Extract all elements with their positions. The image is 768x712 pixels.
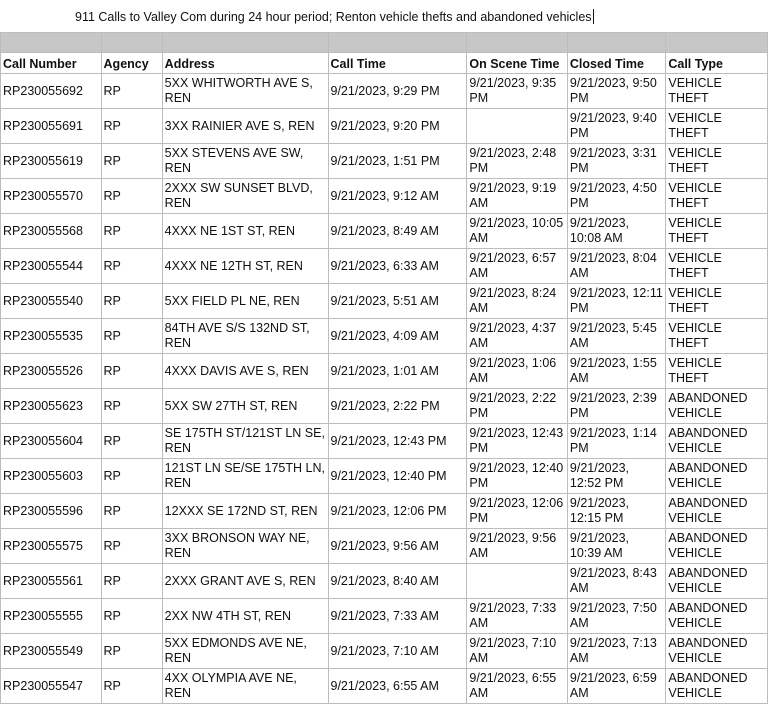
- cell-address[interactable]: 121ST LN SE/SE 175TH LN, REN: [162, 459, 328, 494]
- cell-agency[interactable]: RP: [101, 109, 162, 144]
- cell-address[interactable]: 4XXX DAVIS AVE S, REN: [162, 354, 328, 389]
- blank-header-row: [1, 33, 768, 53]
- cell-call-time[interactable]: 9/21/2023, 5:51 AM: [328, 284, 467, 319]
- table-cell[interactable]: [328, 33, 467, 53]
- table-row: [1, 74, 768, 109]
- cell-call-type[interactable]: ABANDONED VEHICLE: [666, 669, 768, 704]
- table-row: [1, 564, 768, 599]
- cell-closed-time[interactable]: 9/21/2023, 10:39 AM: [567, 529, 665, 564]
- cell-call-type[interactable]: ABANDONED VEHICLE: [666, 564, 768, 599]
- cell-call-type[interactable]: ABANDONED VEHICLE: [666, 599, 768, 634]
- cell-call-type[interactable]: ABANDONED VEHICLE: [666, 389, 768, 424]
- cell-call-number[interactable]: RP230055549: [1, 634, 102, 669]
- cell-on-scene-time[interactable]: 9/21/2023, 8:24 AM: [467, 284, 568, 319]
- cell-address[interactable]: 5XX FIELD PL NE, REN: [162, 284, 328, 319]
- cell-address[interactable]: 5XX EDMONDS AVE NE, REN: [162, 634, 328, 669]
- cell-agency[interactable]: RP: [101, 389, 162, 424]
- cell-address[interactable]: 4XXX NE 12TH ST, REN: [162, 249, 328, 284]
- cell-closed-time[interactable]: 9/21/2023, 5:45 AM: [567, 319, 665, 354]
- column-header-call-number[interactable]: Call Number: [1, 53, 102, 74]
- cell-call-number[interactable]: RP230055570: [1, 179, 102, 214]
- cell-call-number[interactable]: RP230055544: [1, 249, 102, 284]
- table-cell[interactable]: [467, 33, 568, 53]
- table-row: [1, 424, 768, 459]
- table-row: [1, 319, 768, 354]
- cell-address[interactable]: SE 175TH ST/121ST LN SE, REN: [162, 424, 328, 459]
- cell-call-time[interactable]: 9/21/2023, 12:06 PM: [328, 494, 467, 529]
- cell-closed-time[interactable]: 9/21/2023, 2:39 PM: [567, 389, 665, 424]
- table-row: [1, 109, 768, 144]
- cell-on-scene-time[interactable]: 9/21/2023, 2:22 PM: [467, 389, 568, 424]
- header-row: [1, 53, 768, 74]
- document-title[interactable]: 911 Calls to Valley Com during 24 hour period; Renton vehicle thefts and abandoned vehicles: [75, 10, 592, 24]
- table-row: [1, 179, 768, 214]
- cell-agency[interactable]: RP: [101, 179, 162, 214]
- cell-call-time[interactable]: 9/21/2023, 9:20 PM: [328, 109, 467, 144]
- calls-table: [0, 32, 768, 704]
- cell-on-scene-time[interactable]: 9/21/2023, 9:35 PM: [467, 74, 568, 109]
- cell-on-scene-time[interactable]: 9/21/2023, 6:55 AM: [467, 669, 568, 704]
- cell-call-number[interactable]: RP230055603: [1, 459, 102, 494]
- cell-closed-time[interactable]: 9/21/2023, 12:52 PM: [567, 459, 665, 494]
- table-row: [1, 599, 768, 634]
- cell-agency[interactable]: RP: [101, 459, 162, 494]
- cell-closed-time[interactable]: 9/21/2023, 7:13 AM: [567, 634, 665, 669]
- cell-agency[interactable]: RP: [101, 669, 162, 704]
- table-row: [1, 214, 768, 249]
- cell-address[interactable]: 3XX RAINIER AVE S, REN: [162, 109, 328, 144]
- cell-closed-time[interactable]: 9/21/2023, 9:40 PM: [567, 109, 665, 144]
- cell-call-type[interactable]: VEHICLE THEFT: [666, 74, 768, 109]
- cell-on-scene-time[interactable]: 9/21/2023, 9:56 AM: [467, 529, 568, 564]
- table-row: [1, 669, 768, 704]
- cell-call-type[interactable]: VEHICLE THEFT: [666, 319, 768, 354]
- title-bar: [0, 0, 768, 32]
- cell-closed-time[interactable]: 9/21/2023, 6:59 AM: [567, 669, 665, 704]
- cell-closed-time[interactable]: 9/21/2023, 3:31 PM: [567, 144, 665, 179]
- cell-agency[interactable]: RP: [101, 424, 162, 459]
- cell-call-time[interactable]: 9/21/2023, 7:10 AM: [328, 634, 467, 669]
- cell-on-scene-time[interactable]: 9/21/2023, 12:40 PM: [467, 459, 568, 494]
- column-header-call-time[interactable]: Call Time: [328, 53, 467, 74]
- cell-on-scene-time[interactable]: 9/21/2023, 12:43 PM: [467, 424, 568, 459]
- cell-closed-time[interactable]: 9/21/2023, 7:50 AM: [567, 599, 665, 634]
- column-header-on-scene-time[interactable]: On Scene Time: [467, 53, 568, 74]
- cell-address[interactable]: 84TH AVE S/S 132ND ST, REN: [162, 319, 328, 354]
- cell-call-number[interactable]: RP230055623: [1, 389, 102, 424]
- cell-address[interactable]: 12XXX SE 172ND ST, REN: [162, 494, 328, 529]
- cell-agency[interactable]: RP: [101, 494, 162, 529]
- cell-on-scene-time[interactable]: 9/21/2023, 2:48 PM: [467, 144, 568, 179]
- cell-call-time[interactable]: 9/21/2023, 9:56 AM: [328, 529, 467, 564]
- cell-call-number[interactable]: RP230055555: [1, 599, 102, 634]
- cell-call-number[interactable]: RP230055547: [1, 669, 102, 704]
- cell-address[interactable]: 5XX SW 27TH ST, REN: [162, 389, 328, 424]
- cell-call-time[interactable]: 9/21/2023, 7:33 AM: [328, 599, 467, 634]
- cell-call-number[interactable]: RP230055692: [1, 74, 102, 109]
- cell-address[interactable]: 4XXX NE 1ST ST, REN: [162, 214, 328, 249]
- cell-on-scene-time[interactable]: 9/21/2023, 7:33 AM: [467, 599, 568, 634]
- cell-agency[interactable]: RP: [101, 144, 162, 179]
- cell-call-type[interactable]: VEHICLE THEFT: [666, 354, 768, 389]
- cell-closed-time[interactable]: 9/21/2023, 10:08 AM: [567, 214, 665, 249]
- text-cursor: [593, 9, 594, 24]
- cell-call-type[interactable]: VEHICLE THEFT: [666, 214, 768, 249]
- cell-agency[interactable]: RP: [101, 354, 162, 389]
- column-header-call-type[interactable]: Call Type: [666, 53, 768, 74]
- table-row: [1, 459, 768, 494]
- cell-call-time[interactable]: 9/21/2023, 1:01 AM: [328, 354, 467, 389]
- cell-call-number[interactable]: RP230055619: [1, 144, 102, 179]
- cell-call-number[interactable]: RP230055596: [1, 494, 102, 529]
- cell-call-time[interactable]: 9/21/2023, 6:55 AM: [328, 669, 467, 704]
- cell-call-number[interactable]: RP230055540: [1, 284, 102, 319]
- cell-on-scene-time[interactable]: 9/21/2023, 9:19 AM: [467, 179, 568, 214]
- cell-on-scene-time[interactable]: 9/21/2023, 10:05 AM: [467, 214, 568, 249]
- cell-call-type[interactable]: ABANDONED VEHICLE: [666, 424, 768, 459]
- cell-closed-time[interactable]: 9/21/2023, 1:14 PM: [567, 424, 665, 459]
- cell-call-type[interactable]: VEHICLE THEFT: [666, 179, 768, 214]
- cell-address[interactable]: 2XXX GRANT AVE S, REN: [162, 564, 328, 599]
- cell-address[interactable]: 2XXX SW SUNSET BLVD, REN: [162, 179, 328, 214]
- cell-closed-time[interactable]: 9/21/2023, 1:55 AM: [567, 354, 665, 389]
- cell-address[interactable]: 5XX WHITWORTH AVE S, REN: [162, 74, 328, 109]
- cell-call-type[interactable]: VEHICLE THEFT: [666, 249, 768, 284]
- cell-call-time[interactable]: 9/21/2023, 1:51 PM: [328, 144, 467, 179]
- cell-call-type[interactable]: VEHICLE THEFT: [666, 109, 768, 144]
- column-header-address[interactable]: Address: [162, 53, 328, 74]
- cell-agency[interactable]: RP: [101, 634, 162, 669]
- cell-call-time[interactable]: 9/21/2023, 12:40 PM: [328, 459, 467, 494]
- cell-call-time[interactable]: 9/21/2023, 2:22 PM: [328, 389, 467, 424]
- cell-call-type[interactable]: ABANDONED VEHICLE: [666, 529, 768, 564]
- cell-call-time[interactable]: 9/21/2023, 4:09 AM: [328, 319, 467, 354]
- cell-call-number[interactable]: RP230055535: [1, 319, 102, 354]
- cell-call-time[interactable]: 9/21/2023, 9:29 PM: [328, 74, 467, 109]
- table-cell[interactable]: [567, 33, 665, 53]
- table-row: [1, 494, 768, 529]
- cell-closed-time[interactable]: 9/21/2023, 8:04 AM: [567, 249, 665, 284]
- cell-on-scene-time[interactable]: 9/21/2023, 7:10 AM: [467, 634, 568, 669]
- cell-closed-time[interactable]: 9/21/2023, 4:50 PM: [567, 179, 665, 214]
- cell-address[interactable]: 4XX OLYMPIA AVE NE, REN: [162, 669, 328, 704]
- cell-agency[interactable]: RP: [101, 599, 162, 634]
- cell-on-scene-time[interactable]: [467, 564, 568, 599]
- table-cell[interactable]: [666, 33, 768, 53]
- cell-call-time[interactable]: 9/21/2023, 8:49 AM: [328, 214, 467, 249]
- cell-call-number[interactable]: RP230055526: [1, 354, 102, 389]
- cell-agency[interactable]: RP: [101, 74, 162, 109]
- cell-on-scene-time[interactable]: 9/21/2023, 12:06 PM: [467, 494, 568, 529]
- cell-address[interactable]: 5XX STEVENS AVE SW, REN: [162, 144, 328, 179]
- cell-call-number[interactable]: RP230055691: [1, 109, 102, 144]
- cell-call-number[interactable]: RP230055575: [1, 529, 102, 564]
- cell-agency[interactable]: RP: [101, 529, 162, 564]
- cell-call-number[interactable]: RP230055561: [1, 564, 102, 599]
- column-header-closed-time[interactable]: Closed Time: [567, 53, 665, 74]
- cell-agency[interactable]: RP: [101, 214, 162, 249]
- table-row: [1, 144, 768, 179]
- cell-agency[interactable]: RP: [101, 249, 162, 284]
- cell-agency[interactable]: RP: [101, 319, 162, 354]
- table-row: [1, 634, 768, 669]
- cell-call-type[interactable]: ABANDONED VEHICLE: [666, 634, 768, 669]
- cell-closed-time[interactable]: 9/21/2023, 9:50 PM: [567, 74, 665, 109]
- table-cell[interactable]: [162, 33, 328, 53]
- cell-call-type[interactable]: VEHICLE THEFT: [666, 144, 768, 179]
- cell-call-number[interactable]: RP230055604: [1, 424, 102, 459]
- table-row: [1, 284, 768, 319]
- cell-agency[interactable]: RP: [101, 284, 162, 319]
- cell-on-scene-time[interactable]: 9/21/2023, 6:57 AM: [467, 249, 568, 284]
- cell-agency[interactable]: RP: [101, 564, 162, 599]
- table-cell[interactable]: [101, 33, 162, 53]
- cell-call-number[interactable]: RP230055568: [1, 214, 102, 249]
- cell-call-time[interactable]: 9/21/2023, 6:33 AM: [328, 249, 467, 284]
- cell-call-time[interactable]: 9/21/2023, 9:12 AM: [328, 179, 467, 214]
- table-row: [1, 249, 768, 284]
- cell-on-scene-time[interactable]: 9/21/2023, 4:37 AM: [467, 319, 568, 354]
- cell-closed-time[interactable]: 9/21/2023, 12:11 PM: [567, 284, 665, 319]
- cell-address[interactable]: 3XX BRONSON WAY NE, REN: [162, 529, 328, 564]
- cell-address[interactable]: 2XX NW 4TH ST, REN: [162, 599, 328, 634]
- cell-on-scene-time[interactable]: 9/21/2023, 1:06 AM: [467, 354, 568, 389]
- table-row: [1, 389, 768, 424]
- cell-on-scene-time[interactable]: [467, 109, 568, 144]
- cell-call-time[interactable]: 9/21/2023, 8:40 AM: [328, 564, 467, 599]
- table-cell[interactable]: [1, 33, 102, 53]
- cell-call-type[interactable]: ABANDONED VEHICLE: [666, 494, 768, 529]
- cell-call-time[interactable]: 9/21/2023, 12:43 PM: [328, 424, 467, 459]
- cell-call-type[interactable]: ABANDONED VEHICLE: [666, 459, 768, 494]
- cell-closed-time[interactable]: 9/21/2023, 12:15 PM: [567, 494, 665, 529]
- column-header-agency[interactable]: Agency: [101, 53, 162, 74]
- table-row: [1, 529, 768, 564]
- cell-call-type[interactable]: VEHICLE THEFT: [666, 284, 768, 319]
- table-row: [1, 354, 768, 389]
- cell-closed-time[interactable]: 9/21/2023, 8:43 AM: [567, 564, 665, 599]
